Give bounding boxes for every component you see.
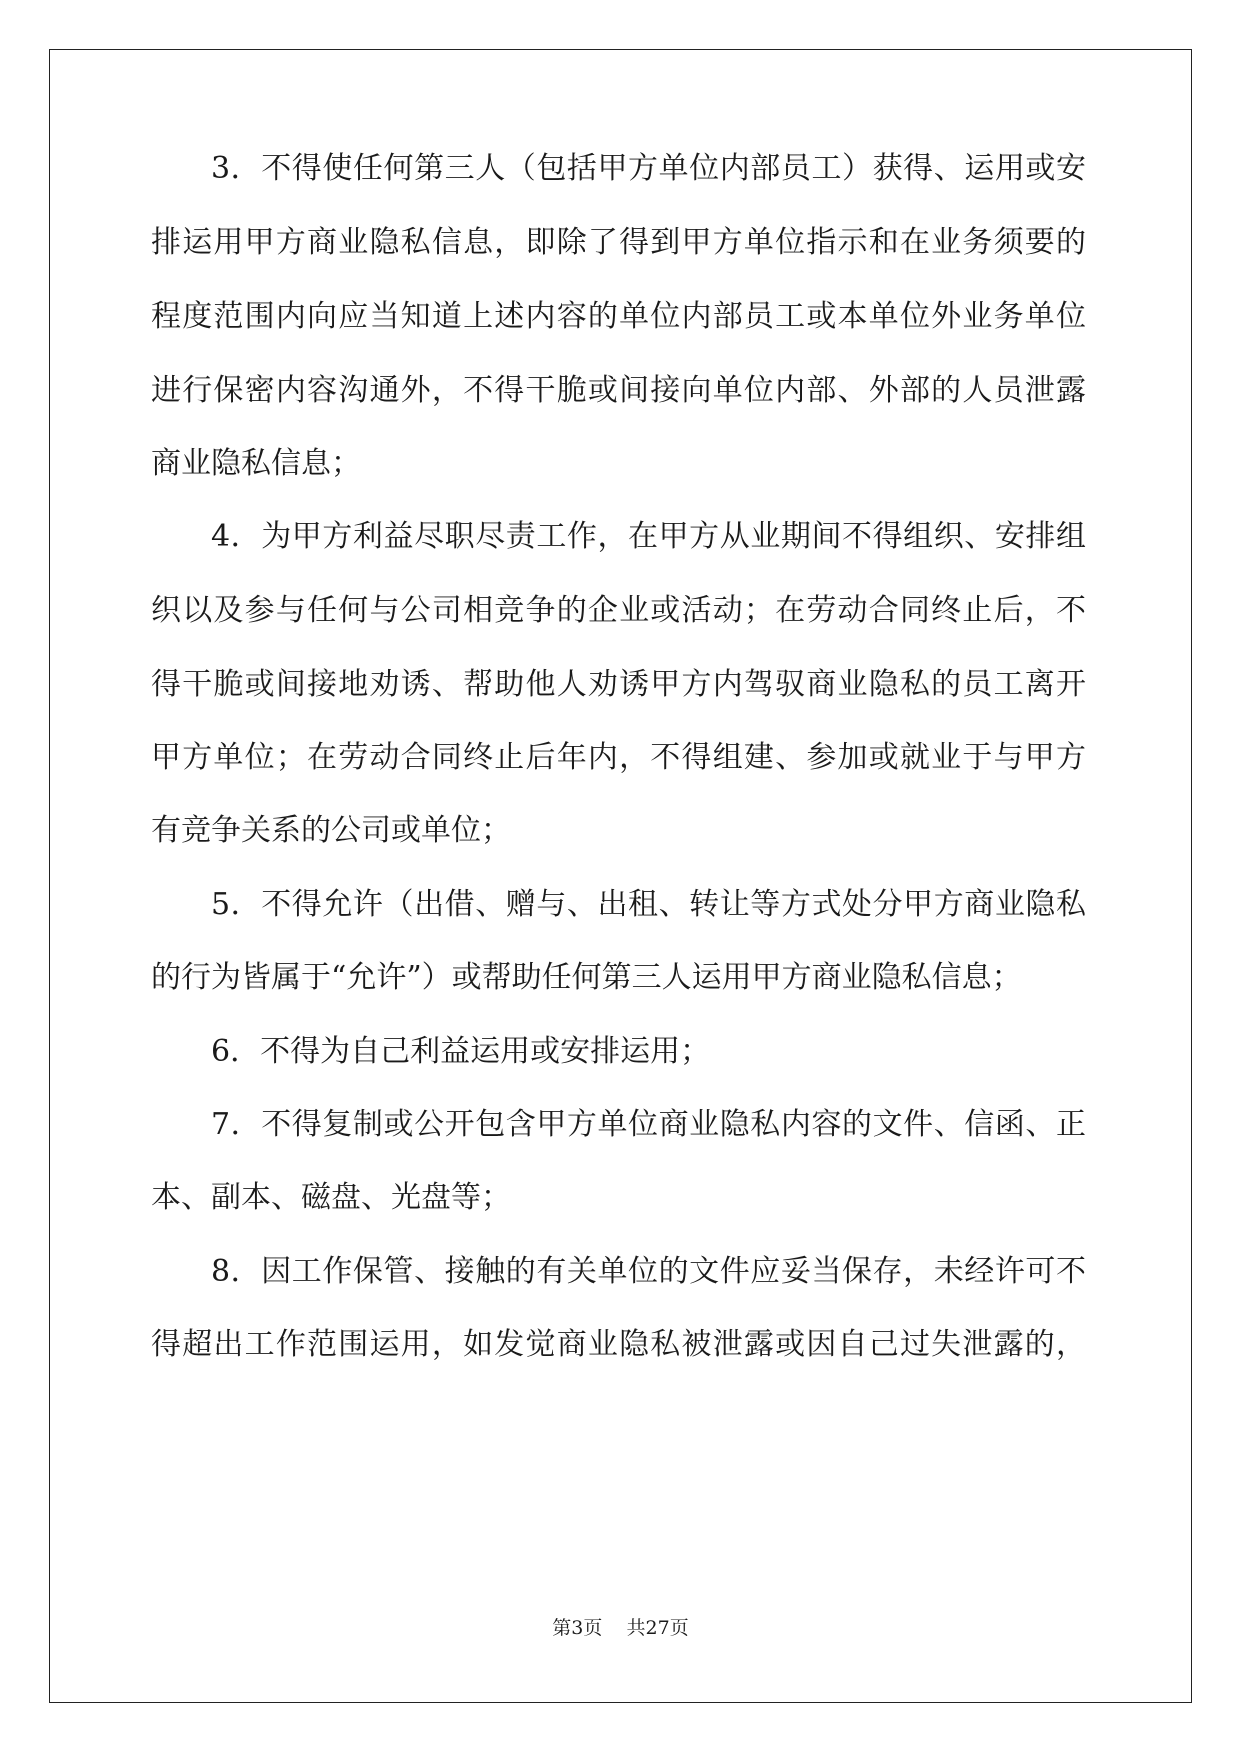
text-line: 得超出工作范围运用，如发觉商业隐私被泄露或因自己过失泄露的， [151, 1327, 1086, 1362]
page-footer: 第3页 共27页 [552, 1617, 689, 1639]
text-line: 织以及参与任何与公司相竞争的企业或活动；在劳动合同终止后，不 [151, 593, 1086, 628]
text-line: 的行为皆属于“允许”）或帮助任何第三人运用甲方商业隐私信息； [151, 960, 1022, 995]
text-line: 商业隐私信息； [151, 446, 361, 481]
text-line: 得干脆或间接地劝诱、帮助他人劝诱甲方内驾驭商业隐私的员工离开 [151, 667, 1086, 702]
text-line: 有竞争关系的公司或单位； [151, 813, 511, 848]
text-line: 8．因工作保管、接触的有关单位的文件应妥当保存，未经许可不 [211, 1254, 1086, 1289]
text-line: 排运用甲方商业隐私信息，即除了得到甲方单位指示和在业务须要的 [151, 225, 1086, 260]
text-line: 3．不得使任何第三人（包括甲方单位内部员工）获得、运用或安 [211, 151, 1086, 186]
text-line: 本、副本、磁盘、光盘等； [151, 1180, 511, 1215]
text-line: 4．为甲方利益尽职尽责工作，在甲方从业期间不得组织、安排组 [211, 519, 1086, 554]
text-line: 甲方单位；在劳动合同终止后年内，不得组建、参加或就业于与甲方 [151, 740, 1086, 775]
text-line: 程度范围内向应当知道上述内容的单位内部员工或本单位外业务单位 [151, 299, 1086, 334]
text-line: 5．不得允许（出借、赠与、出租、转让等方式处分甲方商业隐私 [211, 887, 1086, 922]
text-line: 6．不得为自己利益运用或安排运用； [211, 1034, 711, 1069]
text-line: 进行保密内容沟通外，不得干脆或间接向单位内部、外部的人员泄露 [151, 373, 1086, 408]
text-line: 7．不得复制或公开包含甲方单位商业隐私内容的文件、信函、正 [211, 1107, 1086, 1142]
